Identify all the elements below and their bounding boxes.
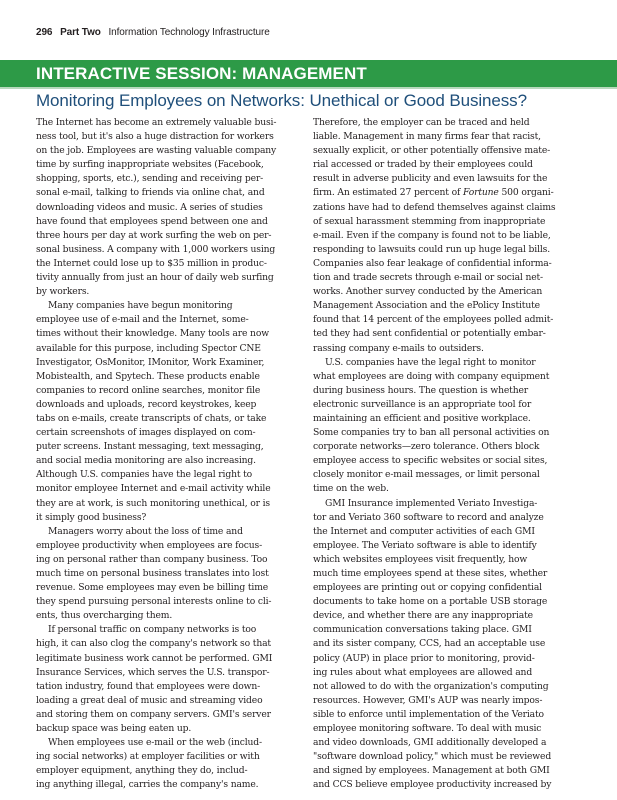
text-line: device, and whether there are any inappropriate — [313, 610, 533, 622]
text-line: available for this purpose, including Spector CNE — [36, 342, 261, 354]
text-line: tation industry, found that employees were down- — [36, 680, 261, 692]
text-line: policy (AUP) in place prior to monitoring, provid- — [313, 652, 535, 664]
text-line: sonal e-mail, talking to friends via online chat, and — [36, 187, 265, 199]
text-line: which websites employees visit frequently, how — [313, 553, 528, 565]
text-line: have found that employees spend between one and — [36, 215, 268, 227]
text-line: Therefore, the employer can be traced and held — [313, 117, 530, 128]
right-column — [313, 116, 571, 793]
text-line: maintaining an efficient and positive workplace. — [313, 412, 531, 424]
text-line: sible to enforce until implementation of the Veriato — [313, 708, 544, 720]
page-number: 296 — [36, 27, 53, 38]
text-line: they spend pursuing personal interests online to cli- — [36, 596, 272, 608]
text-line: liable. Management in many firms fear that racist, — [313, 131, 541, 143]
text-line: employer equipment, anything they do, includ- — [36, 765, 248, 777]
banner-title: INTERACTIVE SESSION: MANAGEMENT — [36, 64, 367, 83]
text-line: zations have had to defend themselves against claims — [313, 201, 556, 213]
text-line: tion and trade secrets through e-mail or social net- — [313, 272, 544, 284]
text-line: If personal traffic on company networks is too — [48, 624, 257, 636]
text-line: e-mail. Even if the company is found not to be liable, — [313, 229, 551, 241]
text-line: Some companies try to ban all personal activities on — [313, 427, 550, 439]
running-head — [36, 27, 270, 38]
text-line: much time on personal business translates into lost — [36, 568, 269, 579]
text-line: employees are printing out or copying confidential — [313, 582, 542, 594]
text-line: three hours per day at work surfing the web on per- — [36, 229, 272, 241]
text-line: and storing them on company servers. GMI's server — [36, 708, 271, 720]
text-line: Mobistealth, and Spytech. These products enable — [36, 370, 260, 382]
text-line: The Internet has become an extremely valuable busi- — [36, 117, 277, 128]
text-line: and CCS believe employee productivity increased by — [313, 779, 552, 791]
text-line: of sexual harassment stemming from inappropriate — [313, 215, 546, 227]
text-line: U.S. companies have the legal right to monitor — [325, 356, 536, 368]
text-line: and social media monitoring are also increasing. — [36, 455, 256, 467]
text-line: Insurance Services, which serves the U.S. transpor- — [36, 666, 270, 678]
text-line: employee productivity when employees are focus- — [36, 539, 263, 551]
text-line: high, it can also clog the company's network so that — [36, 638, 271, 650]
text-line: sonal business. A company with 1,000 workers using — [36, 243, 276, 255]
part-label: Part Two — [60, 27, 101, 38]
text-line: certain screenshots of images displayed on com- — [36, 427, 256, 439]
text-line: the Internet and computer activities of each GMI — [313, 525, 535, 537]
text-line: during business hours. The question is whether — [313, 384, 528, 396]
text-line: and its sister company, CCS, had an acceptable use — [313, 638, 546, 650]
text-line: not allowed to do with the organization's computing — [313, 680, 549, 692]
text-line: Investigator, OsMonitor, IMonitor, Work Examiner, — [36, 356, 265, 368]
text-line: closely monitor e-mail messages, or limit personal — [313, 469, 540, 481]
text-line: Many companies have begun monitoring — [48, 300, 233, 312]
text-line: works. Another survey conducted by the American — [313, 286, 543, 298]
text-line: Although U.S. companies have the legal right to — [36, 469, 253, 481]
section-label: Information Technology Infrastructure — [108, 27, 270, 38]
text-line: Companies also fear leakage of confidential informa- — [313, 257, 552, 269]
text-line: time by surfing inappropriate websites (Facebook, — [36, 159, 264, 171]
text-line: legitimate business work cannot be performed. GMI — [36, 652, 273, 664]
text-line: tabs on e-mails, create transcripts of chats, or take — [36, 412, 267, 424]
text-line: on the job. Employees are wasting valuable company — [36, 145, 277, 157]
text-line: sexually explicit, or other potentially offensive mate- — [313, 145, 551, 157]
text-line: time on the web. — [313, 483, 389, 495]
text-line: employee use of e-mail and the Internet, some- — [36, 314, 249, 326]
text-line: communication conversations taking place. GMI — [313, 624, 532, 636]
text-line: revenue. Some employees may even be billing time — [36, 582, 269, 594]
text-line: downloads and uploads, record keystrokes, keep — [36, 398, 257, 410]
text-line: ing rules about what employees are allowed and — [313, 666, 533, 678]
text-line: found that 14 percent of the employees polled admit- — [313, 314, 554, 326]
article-title: Monitoring Employees on Networks: Unethical or Good Business? — [36, 91, 527, 110]
text-line: employee monitoring software. To deal with music — [313, 723, 542, 735]
text-line: firm. An estimated 27 percent of Fortune 500 organi- — [313, 187, 554, 199]
text-line: by workers. — [36, 286, 90, 298]
text-line: shopping, sports, etc.), sending and receiving per- — [36, 173, 264, 185]
text-line: Managers worry about the loss of time and — [48, 525, 243, 537]
session-banner — [0, 60, 617, 87]
text-line: resources. However, GMI's AUP was nearly impos- — [313, 694, 543, 706]
text-line: rassing company e-mails to outsiders. — [313, 342, 484, 354]
text-line: rial accessed or traded by their employees could — [313, 159, 533, 171]
banner-divider — [0, 87, 617, 89]
text-line: companies to record online searches, monitor file — [36, 384, 261, 396]
text-line: employee access to specific websites or social sites, — [313, 455, 548, 467]
text-line: ing on personal rather than company business. Too — [36, 553, 268, 565]
text-line: ing social networks) at employer facilities or with — [36, 751, 260, 763]
text-line: monitor employee Internet and e-mail activity while — [36, 483, 271, 495]
text-line: puter screens. Instant messaging, text messaging, — [36, 441, 264, 453]
text-line: ing anything illegal, carries the company's name. — [36, 779, 259, 791]
text-line: documents to take home on a portable USB storage — [313, 596, 548, 608]
text-line: much time employees spend at these sites, whether — [313, 568, 548, 579]
text-line: tivity annually from just an hour of daily web surfing — [36, 272, 274, 284]
text-line: and video downloads, GMI additionally developed a — [313, 737, 547, 749]
text-line: it simply good business? — [36, 511, 147, 523]
text-line: ted they had sent confidential or potentially embar- — [313, 328, 546, 340]
text-line: result in adverse publicity and even lawsuits for the — [313, 173, 548, 185]
text-line: electronic surveillance is an appropriate tool for — [313, 398, 532, 410]
text-line: they are at work, is such monitoring unethical, or is — [36, 497, 270, 509]
text-line: ents, thus overcharging them. — [36, 610, 173, 622]
text-line: When employees use e-mail or the web (includ- — [48, 737, 262, 749]
text-line: backup space was being eaten up. — [36, 723, 192, 735]
text-line: the Internet could lose up to $35 million in produc- — [36, 257, 267, 269]
text-line: and signed by employees. Management at both GMI — [313, 765, 550, 777]
text-line: loading a great deal of music and streaming video — [36, 694, 263, 706]
text-line: ness tool, but it's also a huge distraction for workers — [36, 131, 274, 143]
text-line: tor and Veriato 360 software to record and analyze — [313, 511, 544, 523]
text-line: times without their knowledge. Many tools are now — [36, 328, 269, 340]
text-line: GMI Insurance implemented Veriato Investiga- — [325, 497, 538, 509]
text-line: downloading videos and music. A series of studies — [36, 201, 263, 213]
text-line: what employees are doing with company equipment — [313, 370, 550, 382]
text-line: "software download policy," which must be reviewed — [313, 751, 552, 763]
text-line: employee. The Veriato software is able to identify — [313, 539, 537, 551]
text-line: corporate networks—zero tolerance. Others block — [313, 441, 540, 453]
left-column — [36, 116, 294, 793]
text-line: Management Association and the ePolicy Institute — [313, 300, 540, 312]
text-line: responding to lawsuits could run up huge legal bills. — [313, 243, 550, 255]
